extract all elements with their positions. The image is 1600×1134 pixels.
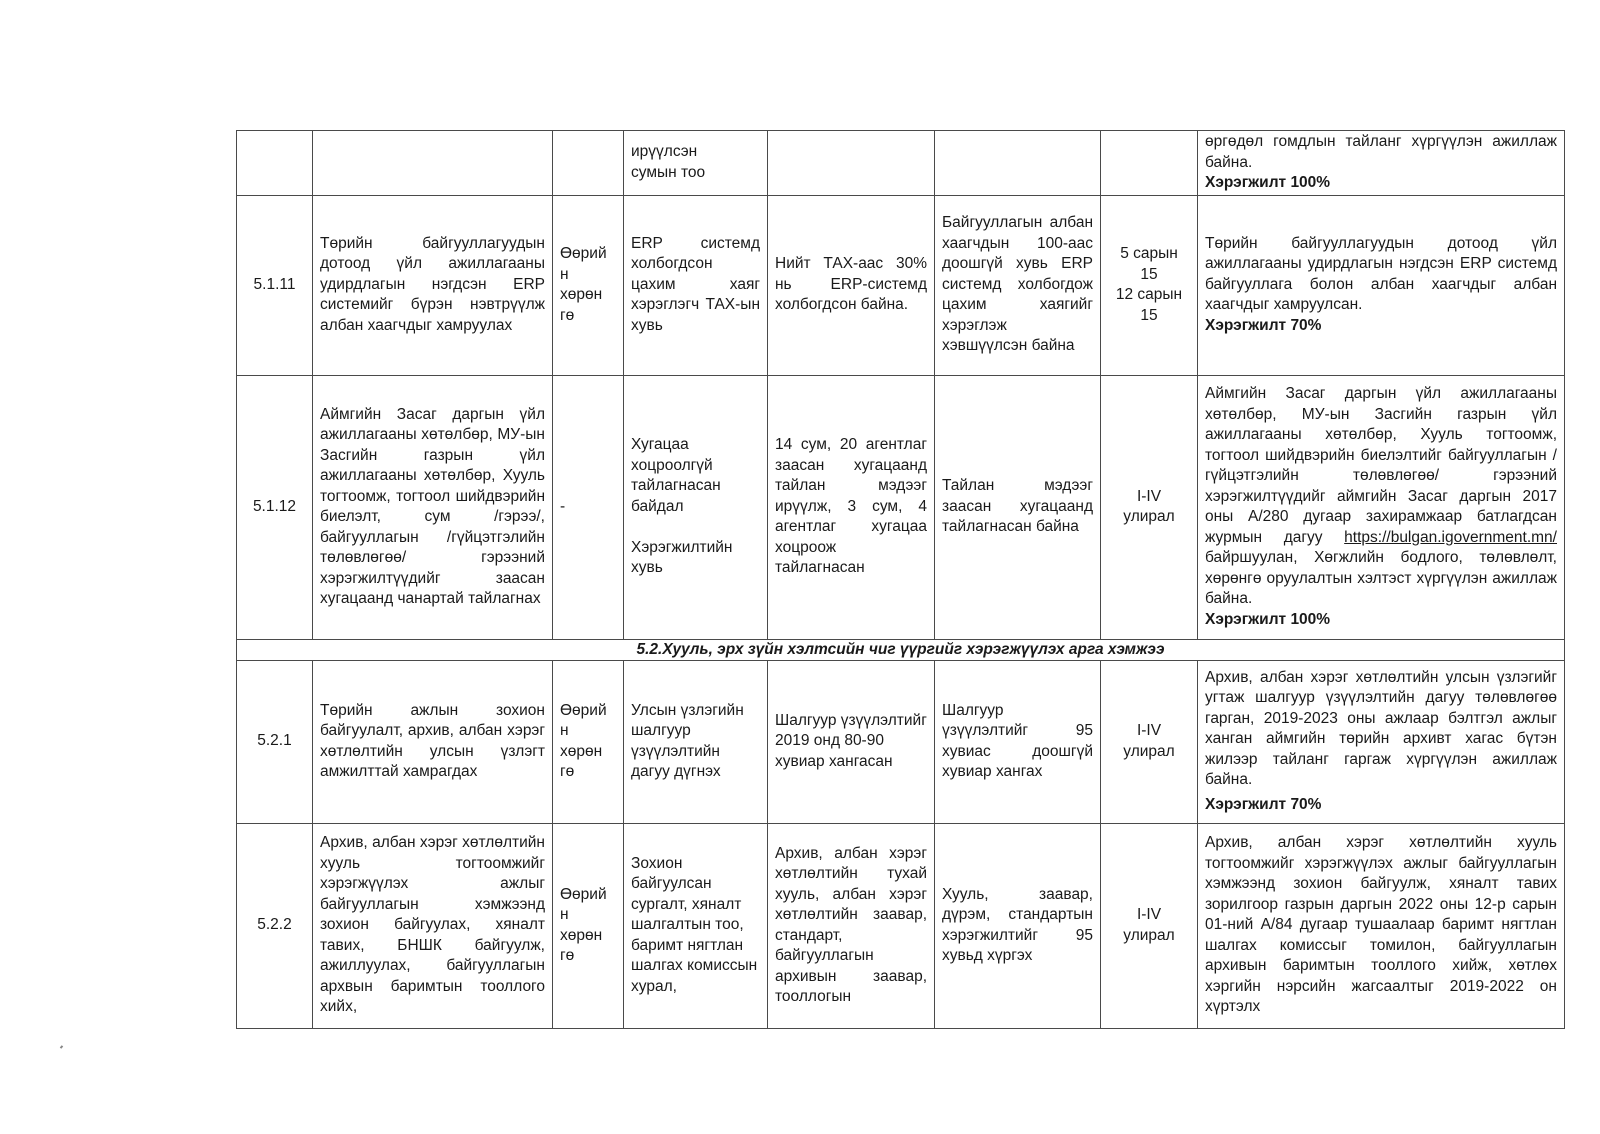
- responsible-cell: [553, 131, 624, 196]
- task-cell: Архив, албан хэрэг хөтлөлтийн хууль тогтоомжийг хэрэгжүүлэх ажлыг байгууллагын хэмжээнд зохион байгуулах, хяналт тавих, БНШК байгуулж, ажиллуулах, байгууллагын архвын баримтын тооллого хийх,: [313, 823, 553, 1028]
- section-header-row: [237, 639, 1565, 660]
- deadline-cell: I-IV улирал: [1101, 660, 1198, 823]
- result-status: Хэрэгжилт 70%: [1205, 795, 1322, 813]
- table-row: [237, 660, 1565, 823]
- result-cell: [1198, 823, 1565, 1028]
- action-plan-table: [236, 130, 1565, 1029]
- task-cell: [313, 131, 553, 196]
- result-cell: [1198, 195, 1565, 375]
- baseline-cell: Нийт ТАХ-аас 30% нь ERP-системд холбогдсон байна.: [768, 195, 935, 375]
- target-cell: Байгууллагын албан хаагчдын 100-аас доошгүй хувь ERP системд холбогдож цахим хаягийг хэрэглэж хэвшүүлсэн байна: [935, 195, 1101, 375]
- table-row: [237, 195, 1565, 375]
- result-cell: [1198, 131, 1565, 196]
- task-cell: Төрийн байгууллагуудын дотоод үйл ажиллагааны удирдлагын нэгдсэн ERP системийг бүрэн нэвтрүүлж албан хаагчдыг хамруулах: [313, 195, 553, 375]
- task-cell: Төрийн ажлын зохион байгуулалт, архив, албан хэрэг хөтлөлтийн улсын үзлэгт амжилттай хамрагдах: [313, 660, 553, 823]
- target-cell: Хууль, заавар, дүрэм, стандартын хэрэгжилтийг 95 хувьд хүргэх: [935, 823, 1101, 1028]
- deadline-cell: 5 сарын 15 12 сарын 15: [1101, 195, 1198, 375]
- responsible-cell: -: [553, 375, 624, 639]
- result-text: Аймгийн Засаг даргын үйл ажиллагааны хөтөлбөр, МУ-ын Засгийн газрын үйл ажиллагааны хөтөлбөр, Хууль тогтоомж, тогтоол шийдвэрийн биелэлтийг байгууллагын /гүйцэтгэлийн төлөвлөгөө/ гэрээний хэрэгжилтүүдийг аймгийн Засаг даргын 2017 оны А/280 дугаар захирамжаар батлагдсан журмын дагуу: [1205, 385, 1557, 546]
- table-row: [237, 375, 1565, 639]
- indicator-cell: Зохион байгуулсан сургалт, хяналт шалгалтын тоо, баримт нягтлан шалгах комиссын хурал,: [624, 823, 768, 1028]
- indicator-cell: ирүүлсэн сумын тоо: [624, 131, 768, 196]
- result-status: Хэрэгжилт 70%: [1205, 316, 1322, 334]
- baseline-cell: [768, 131, 935, 196]
- target-cell: [935, 131, 1101, 196]
- scan-artifact: [60, 1045, 63, 1049]
- result-status: Хэрэгжилт 100%: [1205, 610, 1331, 628]
- target-cell: Шалгуур үзүүлэлтийг 95 хувиас доошгүй хувиар хангах: [935, 660, 1101, 823]
- table-row: [237, 131, 1565, 196]
- row-number: 5.1.11: [237, 195, 313, 375]
- section-title: 5.2.Хууль, эрх зүйн хэлтсийн чиг үүргийг хэрэгжүүлэх арга хэмжээ: [237, 639, 1565, 660]
- target-cell: Тайлан мэдээг заасан хугацаанд тайлагнасан байна: [935, 375, 1101, 639]
- responsible-cell: Өөрий н хөрөн гө: [553, 195, 624, 375]
- baseline-cell: Шалгуур үзүүлэлтийг 2019 онд 80-90 хувиар хангасан: [768, 660, 935, 823]
- indicator-cell: Улсын үзлэгийн шалгуур үзүүлэлтийн дагуу дүгнэх: [624, 660, 768, 823]
- table-row: [237, 823, 1565, 1028]
- row-number: 5.1.12: [237, 375, 313, 639]
- baseline-cell: Архив, албан хэрэг хөтлөлтийн тухай хууль, албан хэрэг хөтлөлтийн заавар, стандарт, байгууллагын архивын заавар, тооллогын: [768, 823, 935, 1028]
- result-text-after: байршуулан, Хөгжлийн бодлого, төлөвлөлт, хөрөнгө оруулалтын хэлтэст хүргүүлэн ажиллаж байна.: [1205, 549, 1557, 607]
- result-text: Төрийн байгууллагуудын дотоод үйл ажиллагааны удирдлагын нэгдсэн ERP системд байгууллага болон албан хаагчдыг албан хаагчдыг хамруулсан.: [1205, 234, 1557, 314]
- indicator-cell: ERP системд холбогдсон цахим хаяг хэрэглэгч ТАХ-ын хувь: [624, 195, 768, 375]
- result-cell: [1198, 375, 1565, 639]
- deadline-cell: I-IV улирал: [1101, 375, 1198, 639]
- deadline-cell: I-IV улирал: [1101, 823, 1198, 1028]
- row-number: 5.2.2: [237, 823, 313, 1028]
- indicator-cell: Хугацаа хоцроолгүй тайлагнасан байдал Хэрэгжилтийн хувь: [624, 375, 768, 639]
- responsible-cell: Өөрий н хөрөн гө: [553, 823, 624, 1028]
- result-text: өргөдөл гомдлын тайланг хүргүүлэн ажиллаж байна.: [1205, 133, 1557, 171]
- baseline-cell: 14 сум, 20 агентлаг заасан хугацаанд тайлан мэдээг ирүүлж, 3 сум, 4 агентлаг хугацаа хоцроож тайлагнасан: [768, 375, 935, 639]
- task-cell: Аймгийн Засаг даргын үйл ажиллагааны хөтөлбөр, МУ-ын Засгийн газрын үйл ажиллагааны хөтөлбөр, Хууль тогтоомж, тогтоол шийдвэрийн биелэлт, сум /гэрээ/, байгууллагын /гүйцэтгэлийн төлөвлөгөө/ гэрээний хэрэгжилтүүдийг заасан хугацаанд чанартай тайлагнах: [313, 375, 553, 639]
- result-status: Хэрэгжилт 100%: [1205, 174, 1331, 191]
- row-number: 5.2.1: [237, 660, 313, 823]
- deadline-cell: [1101, 131, 1198, 196]
- result-link[interactable]: https://bulgan.igovernment.mn/: [1344, 528, 1557, 546]
- result-text: Архив, албан хэрэг хөтлөлтийн хууль тогтоомжийг хэрэгжүүлэх ажлыг байгууллагын хэмжээнд зохион байгуулж, хяналт тавих зорилгоор газрын даргын 2022 оны 12-р сарын 01-ний А/84 дугаар тушаалаар баримт нягтлан шалгах комиссыг томилон, байгууллагын архивын баримтын тооллого хийж, хөтлөх хэргийн нэрсийн жагсаалтыг 2019-2022 он хүртэлх: [1205, 834, 1557, 1016]
- result-cell: [1198, 660, 1565, 823]
- row-number: [237, 131, 313, 196]
- result-text: Архив, албан хэрэг хөтлөлтийн улсын үзлэгийг угтаж шалгуур үзүүлэлтийн дагуу төлөвлөгөө гарган, 2019-2023 оны ажлаар бэлтгэл ажлыг ханган аймгийн төрийн архивт хагас бүтэн жилээр тайланг гаргаж хүргүүлэн ажиллаж байна.: [1205, 668, 1557, 789]
- responsible-cell: Өөрий н хөрөн гө: [553, 660, 624, 823]
